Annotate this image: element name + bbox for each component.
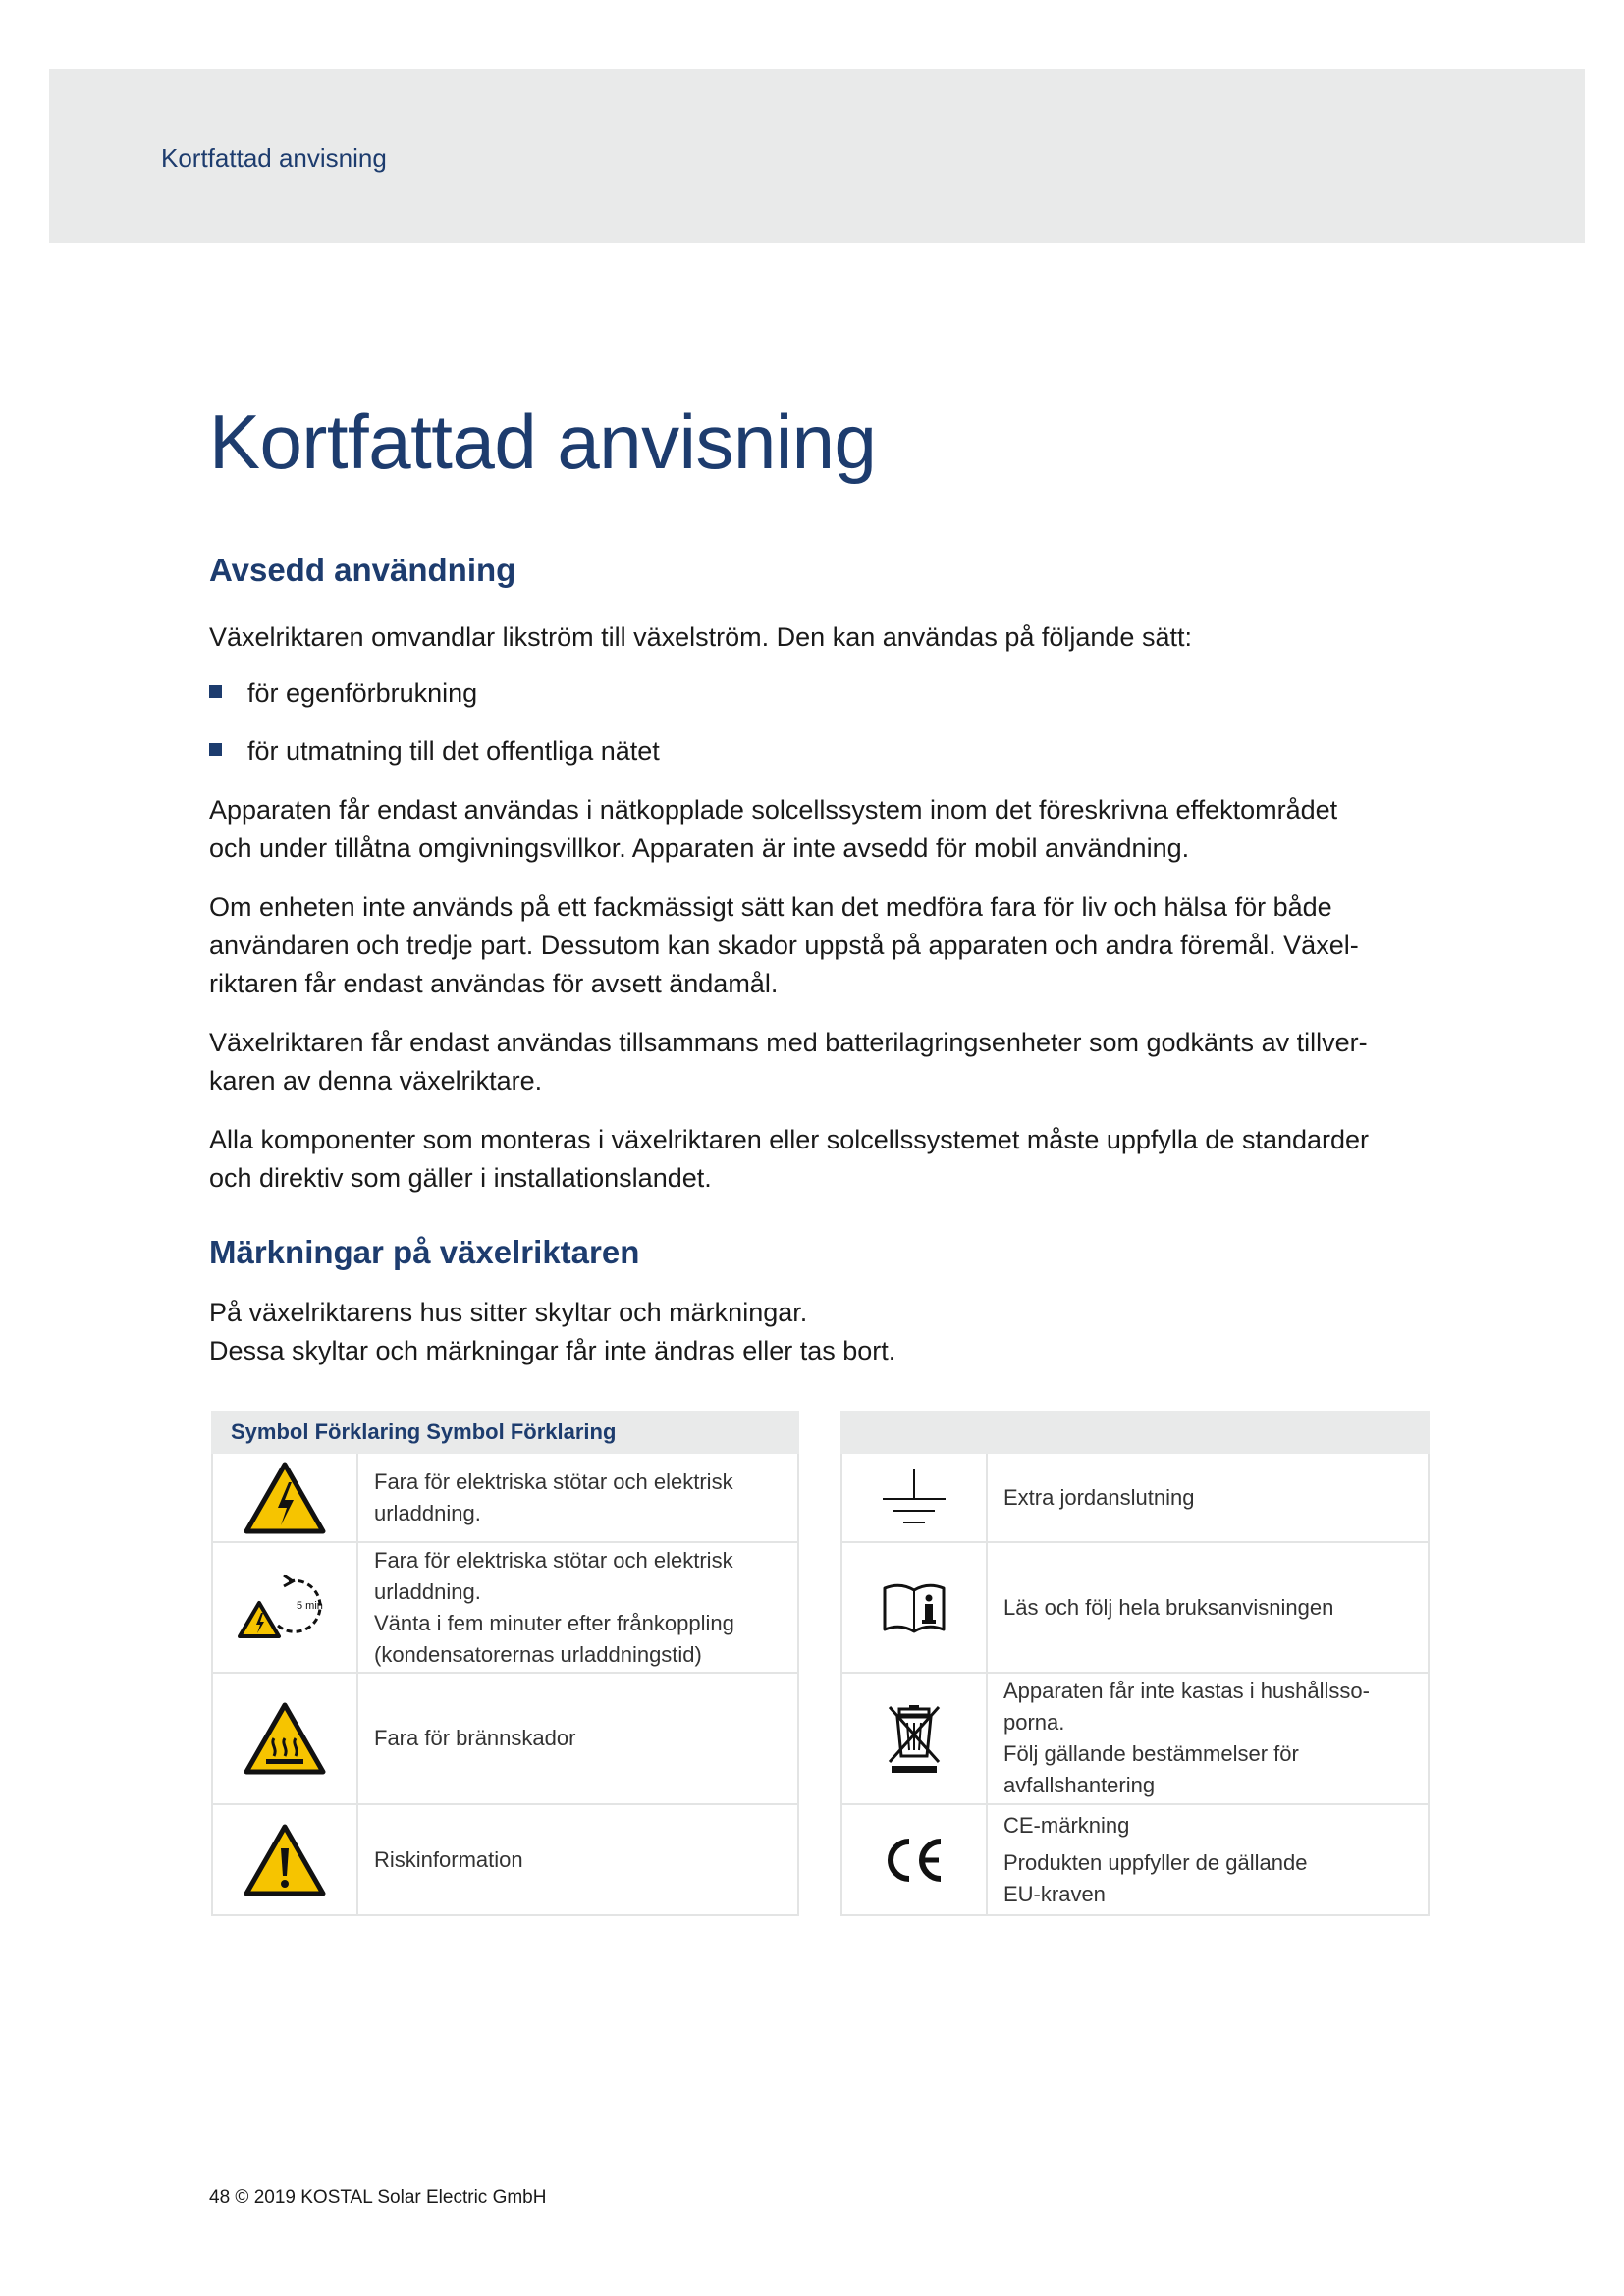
table-row [212, 1453, 798, 1542]
table-row [212, 1673, 798, 1804]
bullet-square-icon [209, 743, 222, 756]
electric-shock-5min-wait-icon [238, 1574, 332, 1642]
icon-cell [212, 1673, 357, 1804]
explanation-cell: Fara för brännskador [357, 1673, 798, 1804]
wait-time-label: 5 min [297, 1599, 323, 1612]
read-manual-icon [881, 1582, 947, 1633]
ground-connection-icon [880, 1466, 948, 1530]
general-warning-icon [243, 1823, 327, 1897]
weee-crossed-bin-icon [884, 1701, 945, 1776]
bullet-item: för egenförbrukning [209, 674, 477, 713]
bullet-square-icon [209, 685, 222, 698]
table-header-blank [841, 1412, 1429, 1453]
table-row [212, 1542, 798, 1673]
section-heading-intended-use: Avsedd användning [209, 552, 516, 588]
table-row [841, 1542, 1429, 1673]
paragraph-improper-use: Om enheten inte används på ett fackmässigt sätt kan det medföra fara för liv och hälsa för både användaren och tredje part. Dessutom kan skador uppstå på apparaten och andra föremål. Växel- riktaren får endast användas för avsett ändamål. [209, 892, 1359, 998]
icon-cell [212, 1804, 357, 1915]
bullet-item: för utmatning till det offentliga nätet [209, 732, 660, 771]
electric-shock-warning-icon [243, 1461, 327, 1535]
table-row [212, 1804, 798, 1915]
markings-paragraph: På växelriktarens hus sitter skyltar och märkningar. Dessa skyltar och märkningar får inte ändras eller tas bort. [209, 1298, 896, 1365]
explanation-cell: Fara för elektriska stötar och elektrisk urladdning. [357, 1453, 798, 1542]
icon-cell [212, 1453, 357, 1542]
explanation-cell: Extra jordanslutning [987, 1453, 1429, 1542]
paragraph-components: Alla komponenter som monteras i växelriktaren eller solcellssystemet måste uppfylla de standarder och direktiv som gäller i installationslandet. [209, 1125, 1370, 1193]
icon-cell [841, 1453, 987, 1542]
icon-cell [212, 1542, 357, 1673]
hot-surface-warning-icon [243, 1701, 327, 1776]
intro-paragraph: Växelriktaren omvandlar likström till växelström. Den kan användas på följande sätt: [209, 622, 1192, 652]
explanation-cell: CE-märkning Produkten uppfyller de gällande EU-kraven [987, 1804, 1429, 1915]
table-header: Symbol Förklaring Symbol Förklaring [212, 1412, 798, 1453]
paragraph-usage-limits: Apparaten får endast användas i nätkopplade solcellssystem inom det föreskrivna effektområdet och under tillåtna omgivningsvillkor. Apparaten är inte avsedd för mobil användning. [209, 795, 1338, 863]
symbol-table-left [211, 1411, 799, 1916]
explanation-cell: Apparaten får inte kastas i hushållsso- porna. Följ gällande bestämmelser för avfallshantering [987, 1673, 1429, 1804]
paragraph-battery: Växelriktaren får endast användas tillsammans med batterilagringsenheter som godkänts av tillver- karen av denna växelriktare. [209, 1028, 1368, 1095]
page-title: Kortfattad anvisning [209, 399, 877, 485]
section-heading-markings: Märkningar på växelriktaren [209, 1234, 640, 1270]
header-title: Kortfattad anvisning [161, 143, 387, 173]
ce-mark-icon [880, 1836, 948, 1885]
table-row [841, 1673, 1429, 1804]
symbol-table-right [840, 1411, 1430, 1916]
explanation-cell: Riskinformation [357, 1804, 798, 1915]
icon-cell [841, 1804, 987, 1915]
table-row [841, 1804, 1429, 1915]
icon-cell [841, 1673, 987, 1804]
table-row [841, 1453, 1429, 1542]
explanation-cell: Läs och följ hela bruksanvisningen [987, 1542, 1429, 1673]
explanation-cell: Fara för elektriska stötar och elektrisk urladdning. Vänta i fem minuter efter frånkoppling (kondensatorernas urladdningstid) [357, 1542, 798, 1673]
page-footer: 48 © 2019 KOSTAL Solar Electric GmbH [209, 2187, 547, 2208]
icon-cell [841, 1542, 987, 1673]
